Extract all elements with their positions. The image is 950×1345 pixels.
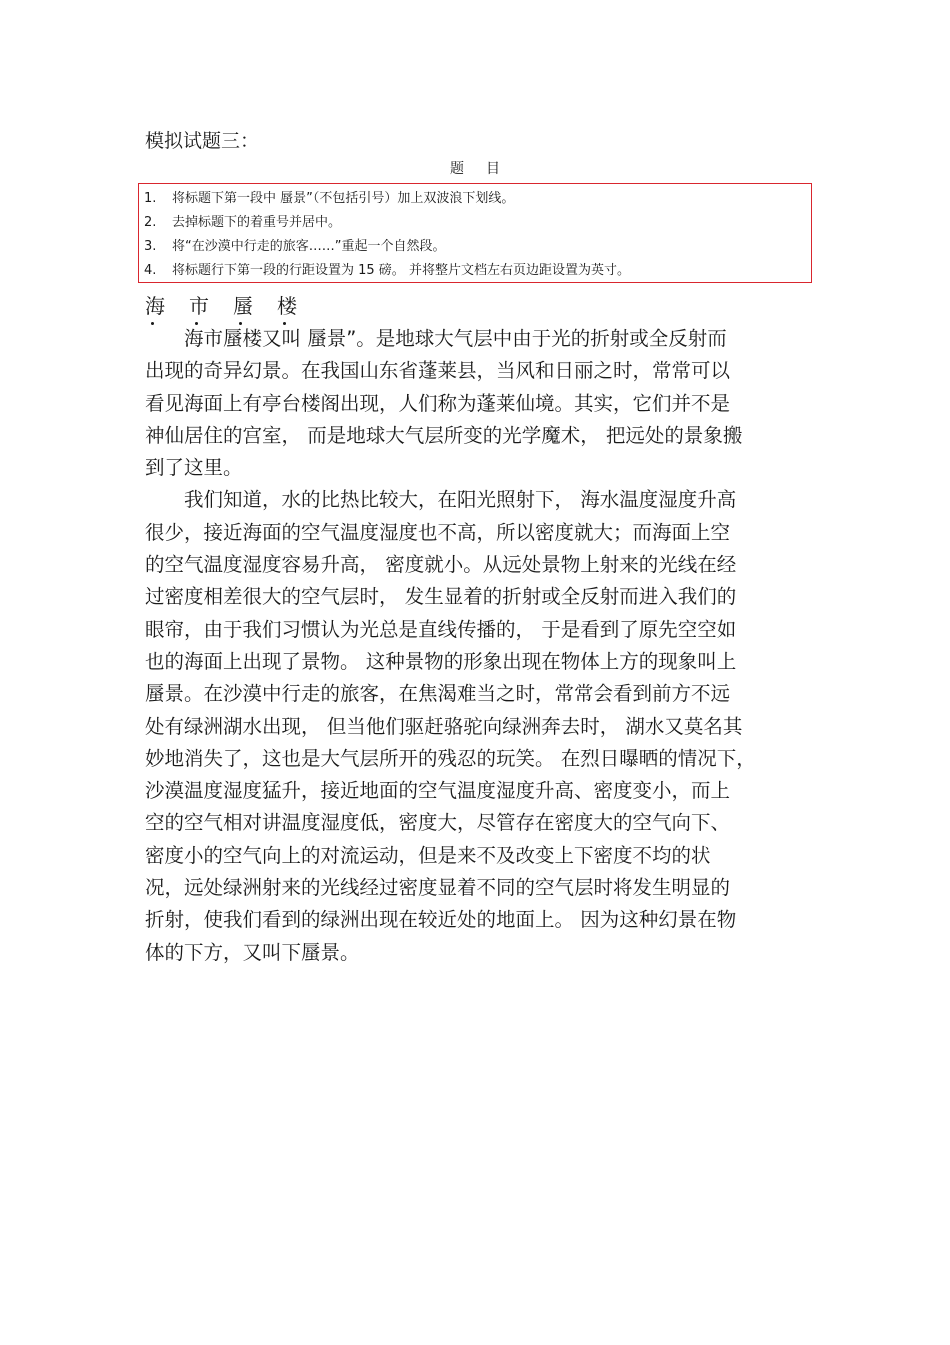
title-char: 海 xyxy=(145,292,189,320)
task-item-3 xyxy=(144,235,811,259)
task-text: 去掉标题下的着重号并居中。 xyxy=(172,215,342,230)
article-title xyxy=(145,292,321,320)
task-item-4 xyxy=(144,259,811,283)
task-item-2 xyxy=(144,211,811,235)
body-line: 海市蜃楼又叫 蜃景”。是地球大气层中由于光的折射或全反射而 xyxy=(145,327,727,350)
body-line: 眼帘，由于我们习惯认为光总是直线传播的， 于是看到了原先空空如 xyxy=(145,617,737,641)
task-text: 将“在沙漠中行走的旅客……”重起一个自然段。 xyxy=(172,239,446,254)
body-line: 看见海面上有亭台楼阁出现，人们称为蓬莱仙境。其实，它们并不是 xyxy=(145,391,731,415)
body-line: 的空气温度湿度容易升高， 密度就小。从远处景物上射来的光线在经 xyxy=(145,553,737,577)
title-char: 市 xyxy=(189,292,233,320)
article-body xyxy=(145,323,805,969)
task-list-box xyxy=(138,183,812,283)
title-char: 蜃 xyxy=(233,292,277,320)
body-line: 我们知道，水的比热比较大，在阳光照射下， 海水温度湿度升高 xyxy=(145,488,737,512)
body-line: 蜃景。在沙漠中行走的旅客，在焦渴难当之时，常常会看到前方不远 xyxy=(145,682,731,706)
body-line: 也的海面上出现了景物。 这种景物的形象出现在物体上方的现象叫上 xyxy=(145,649,737,673)
body-line: 神仙居住的宫室， 而是地球大气层所变的光学魔术， 把远处的景象搬 xyxy=(145,423,743,447)
task-text: 将标题下第一段中 蜃景”（不包括引号）加上双波浪下划线。 xyxy=(172,191,515,206)
task-number: 1. xyxy=(144,191,157,206)
body-line: 况，远处绿洲射来的光线经过密度显着不同的空气层时将发生明显的 xyxy=(145,876,731,900)
body-line: 沙漠温度湿度猛升，接近地面的空气温度湿度升高、密度变小，而上 xyxy=(145,779,731,803)
page-heading: 模拟试题三： xyxy=(145,130,260,152)
body-line: 过密度相差很大的空气层时， 发生显着的折射或全反射而进入我们的 xyxy=(145,585,737,609)
title-char: 楼 xyxy=(277,292,321,320)
body-line: 折射，使我们看到的绿洲出现在较近处的地面上。 因为这种幻景在物 xyxy=(145,908,737,932)
task-number: 4. xyxy=(144,263,157,278)
body-line: 密度小的空气向上的对流运动，但是来不及改变上下密度不均的状 xyxy=(145,843,711,867)
task-text: 将标题行下第一段的行距设置为 15 磅。 并将整片文档左右页边距设置为英寸。 xyxy=(172,263,630,278)
body-line: 处有绿洲湖水出现， 但当他们驱赶骆驼向绿洲奔去时， 湖水又莫名其 xyxy=(145,714,743,738)
body-line: 到了这里。 xyxy=(145,456,243,480)
body-line: 很少，接近海面的空气温度湿度也不高，所以密度就大；而海面上空 xyxy=(145,520,731,544)
task-number: 3. xyxy=(144,239,157,254)
task-item-1 xyxy=(144,187,811,211)
body-line: 妙地消失了，这也是大气层所开的残忍的玩笑。 在烈日曝晒的情况下， xyxy=(145,746,756,770)
body-line: 体的下方，又叫下蜃景。 xyxy=(145,940,360,964)
task-number: 2. xyxy=(144,215,157,230)
task-header: 题目 xyxy=(450,161,522,177)
body-line: 空的空气相对讲温度湿度低，密度大，尽管存在密度大的空气向下、 xyxy=(145,811,731,835)
body-line: 出现的奇异幻景。在我国山东省蓬莱县，当风和日丽之时，常常可以 xyxy=(145,359,731,383)
